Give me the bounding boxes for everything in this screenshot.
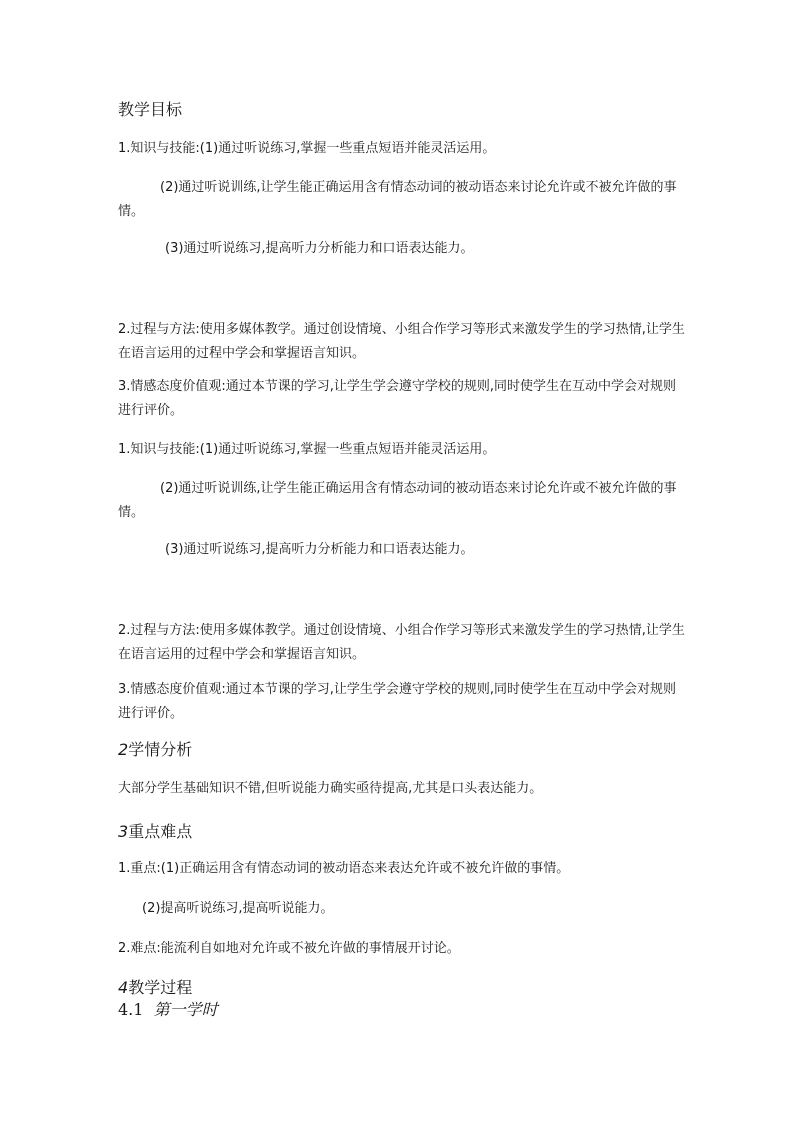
subheading-text: 第一学时 (153, 1000, 218, 1019)
heading-student-analysis (118, 740, 688, 760)
difficult-point: 2.难点:能流利自如地对允许或不被允许做的事情展开讨论。 (118, 941, 460, 956)
goal-knowledge-skill-2-repeat: (2)通过听说训练,让学生能正确运用含有情态动词的被动语态来讨论允许或不被允许做的事情。 (118, 481, 677, 520)
goal-knowledge-skill-repeat: 1.知识与技能:(1)通过听说练习,掌握一些重点短语并能灵活运用。 (118, 442, 496, 457)
heading-teaching-goals: 教学目标 (118, 100, 183, 119)
goal-knowledge-skill-2: (2)通过听说训练,让学生能正确运用含有情态动词的被动语态来讨论允许或不被允许做的事情。 (118, 180, 677, 219)
key-point-1: 1.重点:(1)正确运用含有情态动词的被动语态来表达允许或不被允许做的事情。 (118, 861, 570, 876)
goal-knowledge-skill-3-repeat: (3)通过听说练习,提高听力分析能力和口语表达能力。 (165, 542, 474, 557)
heading-number: 4 (118, 978, 129, 997)
heading-text: 教学过程 (128, 978, 193, 997)
subheading-number: 4.1 (118, 1000, 144, 1019)
subheading-first-lesson (118, 1000, 688, 1020)
goal-knowledge-skill-3: (3)通过听说练习,提高听力分析能力和口语表达能力。 (165, 241, 474, 256)
heading-teaching-process (118, 978, 688, 998)
heading-text: 重点难点 (128, 822, 193, 841)
goal-process-method-repeat: 2.过程与方法:使用多媒体教学。通过创设情境、小组合作学习等形式来激发学生的学习热情,让学生在语言运用的过程中学会和掌握语言知识。 (118, 623, 685, 662)
heading-key-difficult (118, 822, 688, 842)
key-point-2: (2)提高听说练习,提高听说能力。 (142, 901, 334, 916)
student-analysis-text: 大部分学生基础知识不错,但听说能力确实亟待提高,尤其是口头表达能力。 (118, 781, 543, 796)
heading-number: 3 (118, 822, 129, 841)
heading-number: 2 (118, 740, 129, 759)
goal-process-method: 2.过程与方法:使用多媒体教学。通过创设情境、小组合作学习等形式来激发学生的学习热情,让学生在语言运用的过程中学会和掌握语言知识。 (118, 322, 685, 361)
goal-knowledge-skill: 1.知识与技能:(1)通过听说练习,掌握一些重点短语并能灵活运用。 (118, 141, 496, 156)
goal-emotion-attitude-repeat: 3.情感态度价值观:通过本节课的学习,让学生学会遵守学校的规则,同时使学生在互动中学会对规则进行评价。 (118, 682, 677, 721)
goal-emotion-attitude: 3.情感态度价值观:通过本节课的学习,让学生学会遵守学校的规则,同时使学生在互动中学会对规则进行评价。 (118, 379, 677, 418)
heading-text: 学情分析 (128, 740, 193, 759)
